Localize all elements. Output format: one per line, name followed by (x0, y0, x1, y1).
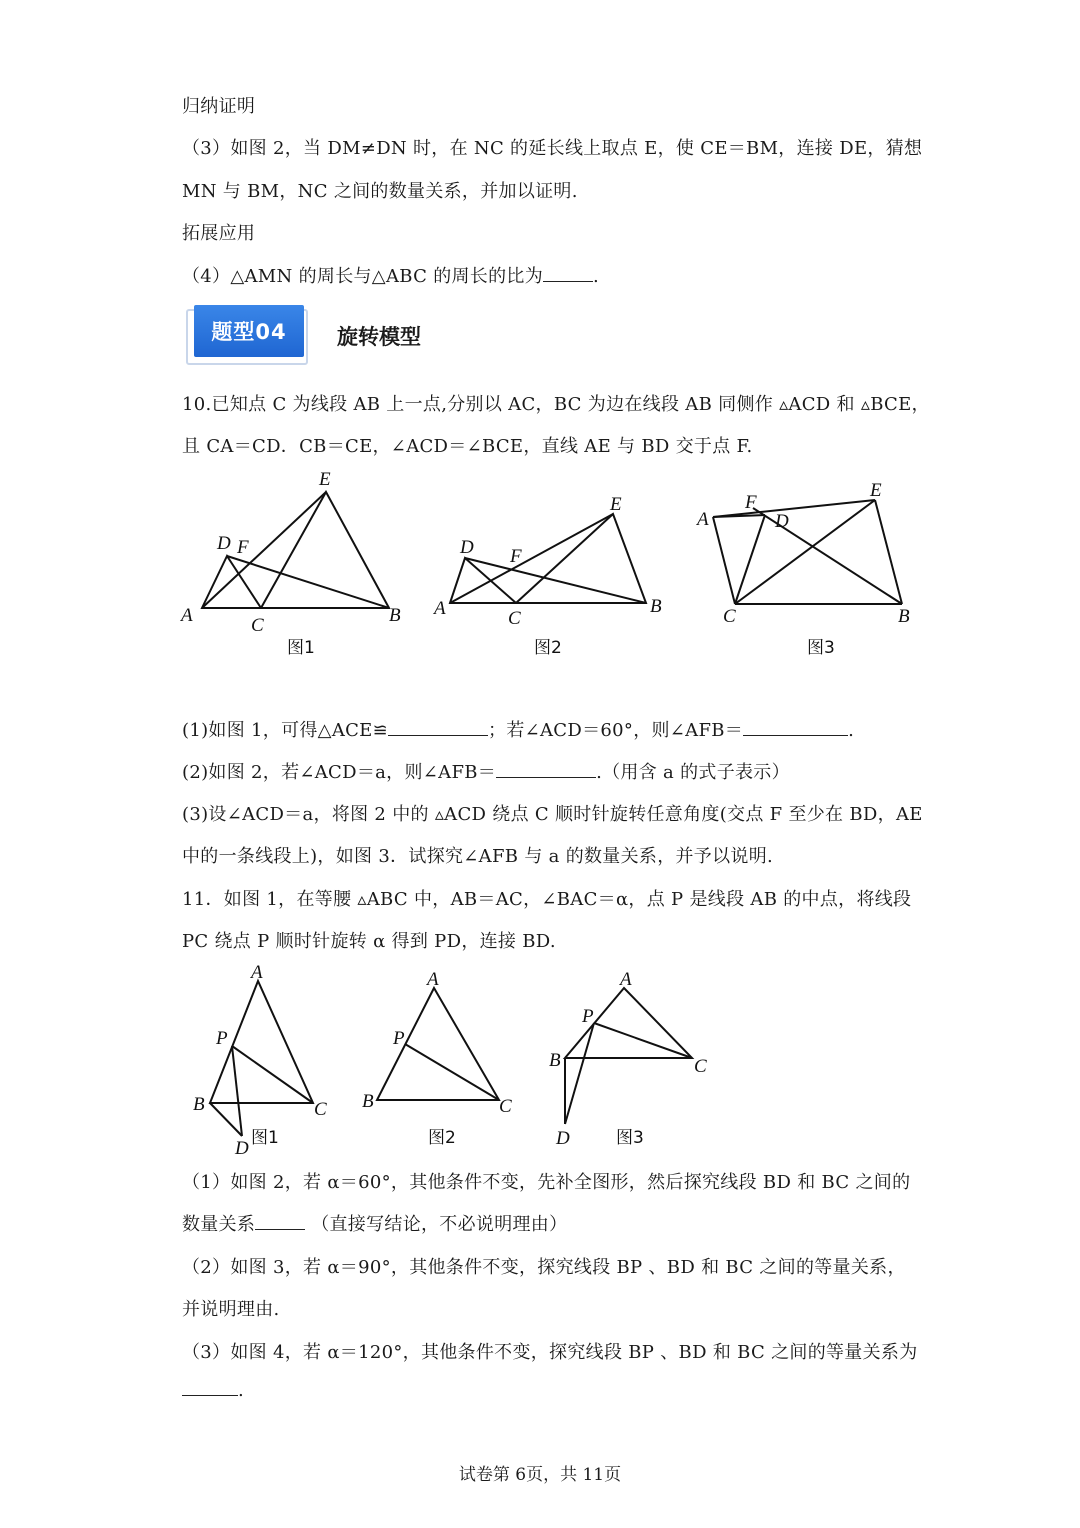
label-b: B (389, 605, 401, 626)
q10-part2-a: (2)如图 2，若∠ACD＝a，则∠AFB＝ (182, 762, 497, 783)
q10-part1-c: . (848, 720, 855, 741)
label-f: F (237, 537, 249, 558)
label-c: C (251, 615, 264, 636)
label-b: B (898, 606, 910, 627)
figure-caption: 图3 (616, 1128, 644, 1148)
segment-ae (713, 500, 875, 517)
q11-figure-2 (360, 960, 530, 1160)
answer-blank[interactable] (388, 734, 488, 736)
q11-part3-line2 (182, 1380, 244, 1401)
answer-blank[interactable] (182, 1394, 238, 1396)
label-d: D (235, 1138, 249, 1159)
label-p: P (582, 1006, 594, 1027)
q11-part1-line2-b: （直接写结论，不必说明理由） (311, 1214, 568, 1235)
q10-figure-3 (695, 475, 935, 658)
figure-caption: 图1 (251, 1128, 279, 1148)
q10-line2: 且 CA＝CD．CB＝CE，∠ACD＝∠BCE，直线 AE 与 BD 交于点 F. (182, 436, 753, 457)
q10-part1-b: ；若∠ACD＝60°，则∠AFB＝ (488, 720, 744, 741)
label-a: A (620, 969, 632, 990)
q11-part1-line2-a: 数量关系 (182, 1214, 256, 1235)
label-d: D (460, 537, 474, 558)
segment-ac (713, 517, 735, 604)
label-c: C (723, 606, 736, 627)
q10-part1-a: (1)如图 1，可得△ACE≌ (182, 720, 389, 741)
label-d: D (775, 511, 789, 532)
label-a: A (181, 605, 193, 626)
q11-part2-line1: （2）如图 3，若 α＝90°，其他条件不变，探究线段 BP 、BD 和 BC 之间的等量关系， (182, 1257, 906, 1278)
q11-part3-line1: （3）如图 4，若 α＝120°，其他条件不变，探究线段 BP 、BD 和 BC 之间的等量关系为 (182, 1342, 918, 1363)
q10-part1 (182, 716, 854, 742)
label-b: B (362, 1091, 374, 1112)
label-c: C (694, 1056, 707, 1077)
label-c: C (499, 1096, 512, 1117)
q11-part1-line2 (182, 1210, 567, 1236)
label-e: E (610, 494, 622, 515)
label-b: B (193, 1094, 205, 1115)
segment-pc (405, 1044, 499, 1100)
section-badge (186, 305, 314, 365)
q10-figure-1 (175, 465, 415, 658)
label-d: D (556, 1128, 570, 1149)
triangle-bce (516, 514, 646, 603)
q9-part4-end: . (593, 266, 600, 287)
q11-figure-3 (540, 960, 720, 1160)
q11-line2: PC 绕点 P 顺时针旋转 α 得到 PD，连接 BD. (182, 931, 556, 952)
q9-part3-line1: （3）如图 2，当 DM≠DN 时，在 NC 的延长线上取点 E，使 CE＝BM，连接 DE，猜想 (182, 138, 923, 159)
q11-part3-end: . (238, 1380, 245, 1401)
q11-figure-1 (185, 960, 355, 1160)
answer-blank[interactable] (743, 734, 848, 736)
answer-blank[interactable] (543, 280, 593, 282)
segment-pc (594, 1023, 692, 1058)
label-c: C (508, 608, 521, 629)
q9-part4 (182, 262, 599, 288)
figure-caption: 图3 (807, 638, 835, 658)
q10-part3-line2: 中的一条线段上)，如图 3．试探究∠AFB 与 a 的数量关系，并予以说明. (182, 846, 774, 867)
q9-part4-text: （4）△AMN 的周长与△ABC 的周长的比为 (182, 266, 543, 287)
answer-blank[interactable] (255, 1228, 305, 1230)
induction-heading: 归纳证明 (182, 96, 256, 117)
triangle-bce (261, 492, 389, 608)
extension-heading: 拓展应用 (182, 223, 256, 244)
label-a: A (427, 969, 439, 990)
segment-pd (565, 1023, 594, 1124)
q10-line1: 10.已知点 C 为线段 AB 上一点,分别以 AC，BC 为边在线段 AB 同侧作 ▵ACD 和 ▵BCE， (182, 394, 930, 415)
label-a: A (697, 509, 709, 530)
label-a: A (251, 962, 263, 983)
answer-blank[interactable] (496, 776, 596, 778)
label-p: P (216, 1028, 228, 1049)
label-b: B (549, 1050, 561, 1071)
label-a: A (434, 598, 446, 619)
label-b: B (650, 596, 662, 617)
figure-caption: 图1 (287, 638, 315, 658)
q11-line1: 11．如图 1，在等腰 ▵ABC 中，AB＝AC，∠BAC＝α，点 P 是线段 AB 的中点，将线段 (182, 889, 912, 910)
label-f: F (745, 492, 757, 513)
q11-part1-line1: （1）如图 2，若 α＝60°，其他条件不变，先补全图形，然后探究线段 BD 和 BC 之间的 (182, 1172, 911, 1193)
segment-cd (735, 515, 765, 604)
label-f: F (510, 546, 522, 567)
q10-part3-line1: (3)设∠ACD＝a，将图 2 中的 ▵ACD 绕点 C 顺时针旋转任意角度(交点 F 至少在 BD，AE (182, 804, 923, 825)
page-footer: 试卷第 6页，共 11页 (458, 1465, 622, 1485)
triangle-acd (450, 558, 516, 603)
figure-caption: 图2 (534, 638, 562, 658)
q10-part2 (182, 758, 790, 784)
q10-figure-2 (430, 490, 670, 670)
q9-part3-line2: MN 与 BM，NC 之间的数量关系，并加以证明. (182, 181, 578, 202)
badge-label: 题型04 (194, 305, 304, 357)
label-p: P (393, 1028, 405, 1049)
figure-caption: 图2 (428, 1128, 456, 1148)
label-e: E (319, 469, 331, 490)
segment-pd (232, 1046, 242, 1136)
q10-part2-b: .（用含 a 的式子表示） (596, 762, 790, 783)
label-d: D (217, 533, 231, 554)
section-title: 旋转模型 (337, 325, 421, 349)
label-c: C (314, 1099, 327, 1120)
label-e: E (870, 480, 882, 501)
q11-part2-line2: 并说明理由. (182, 1299, 280, 1320)
segment-bd (210, 1103, 242, 1136)
